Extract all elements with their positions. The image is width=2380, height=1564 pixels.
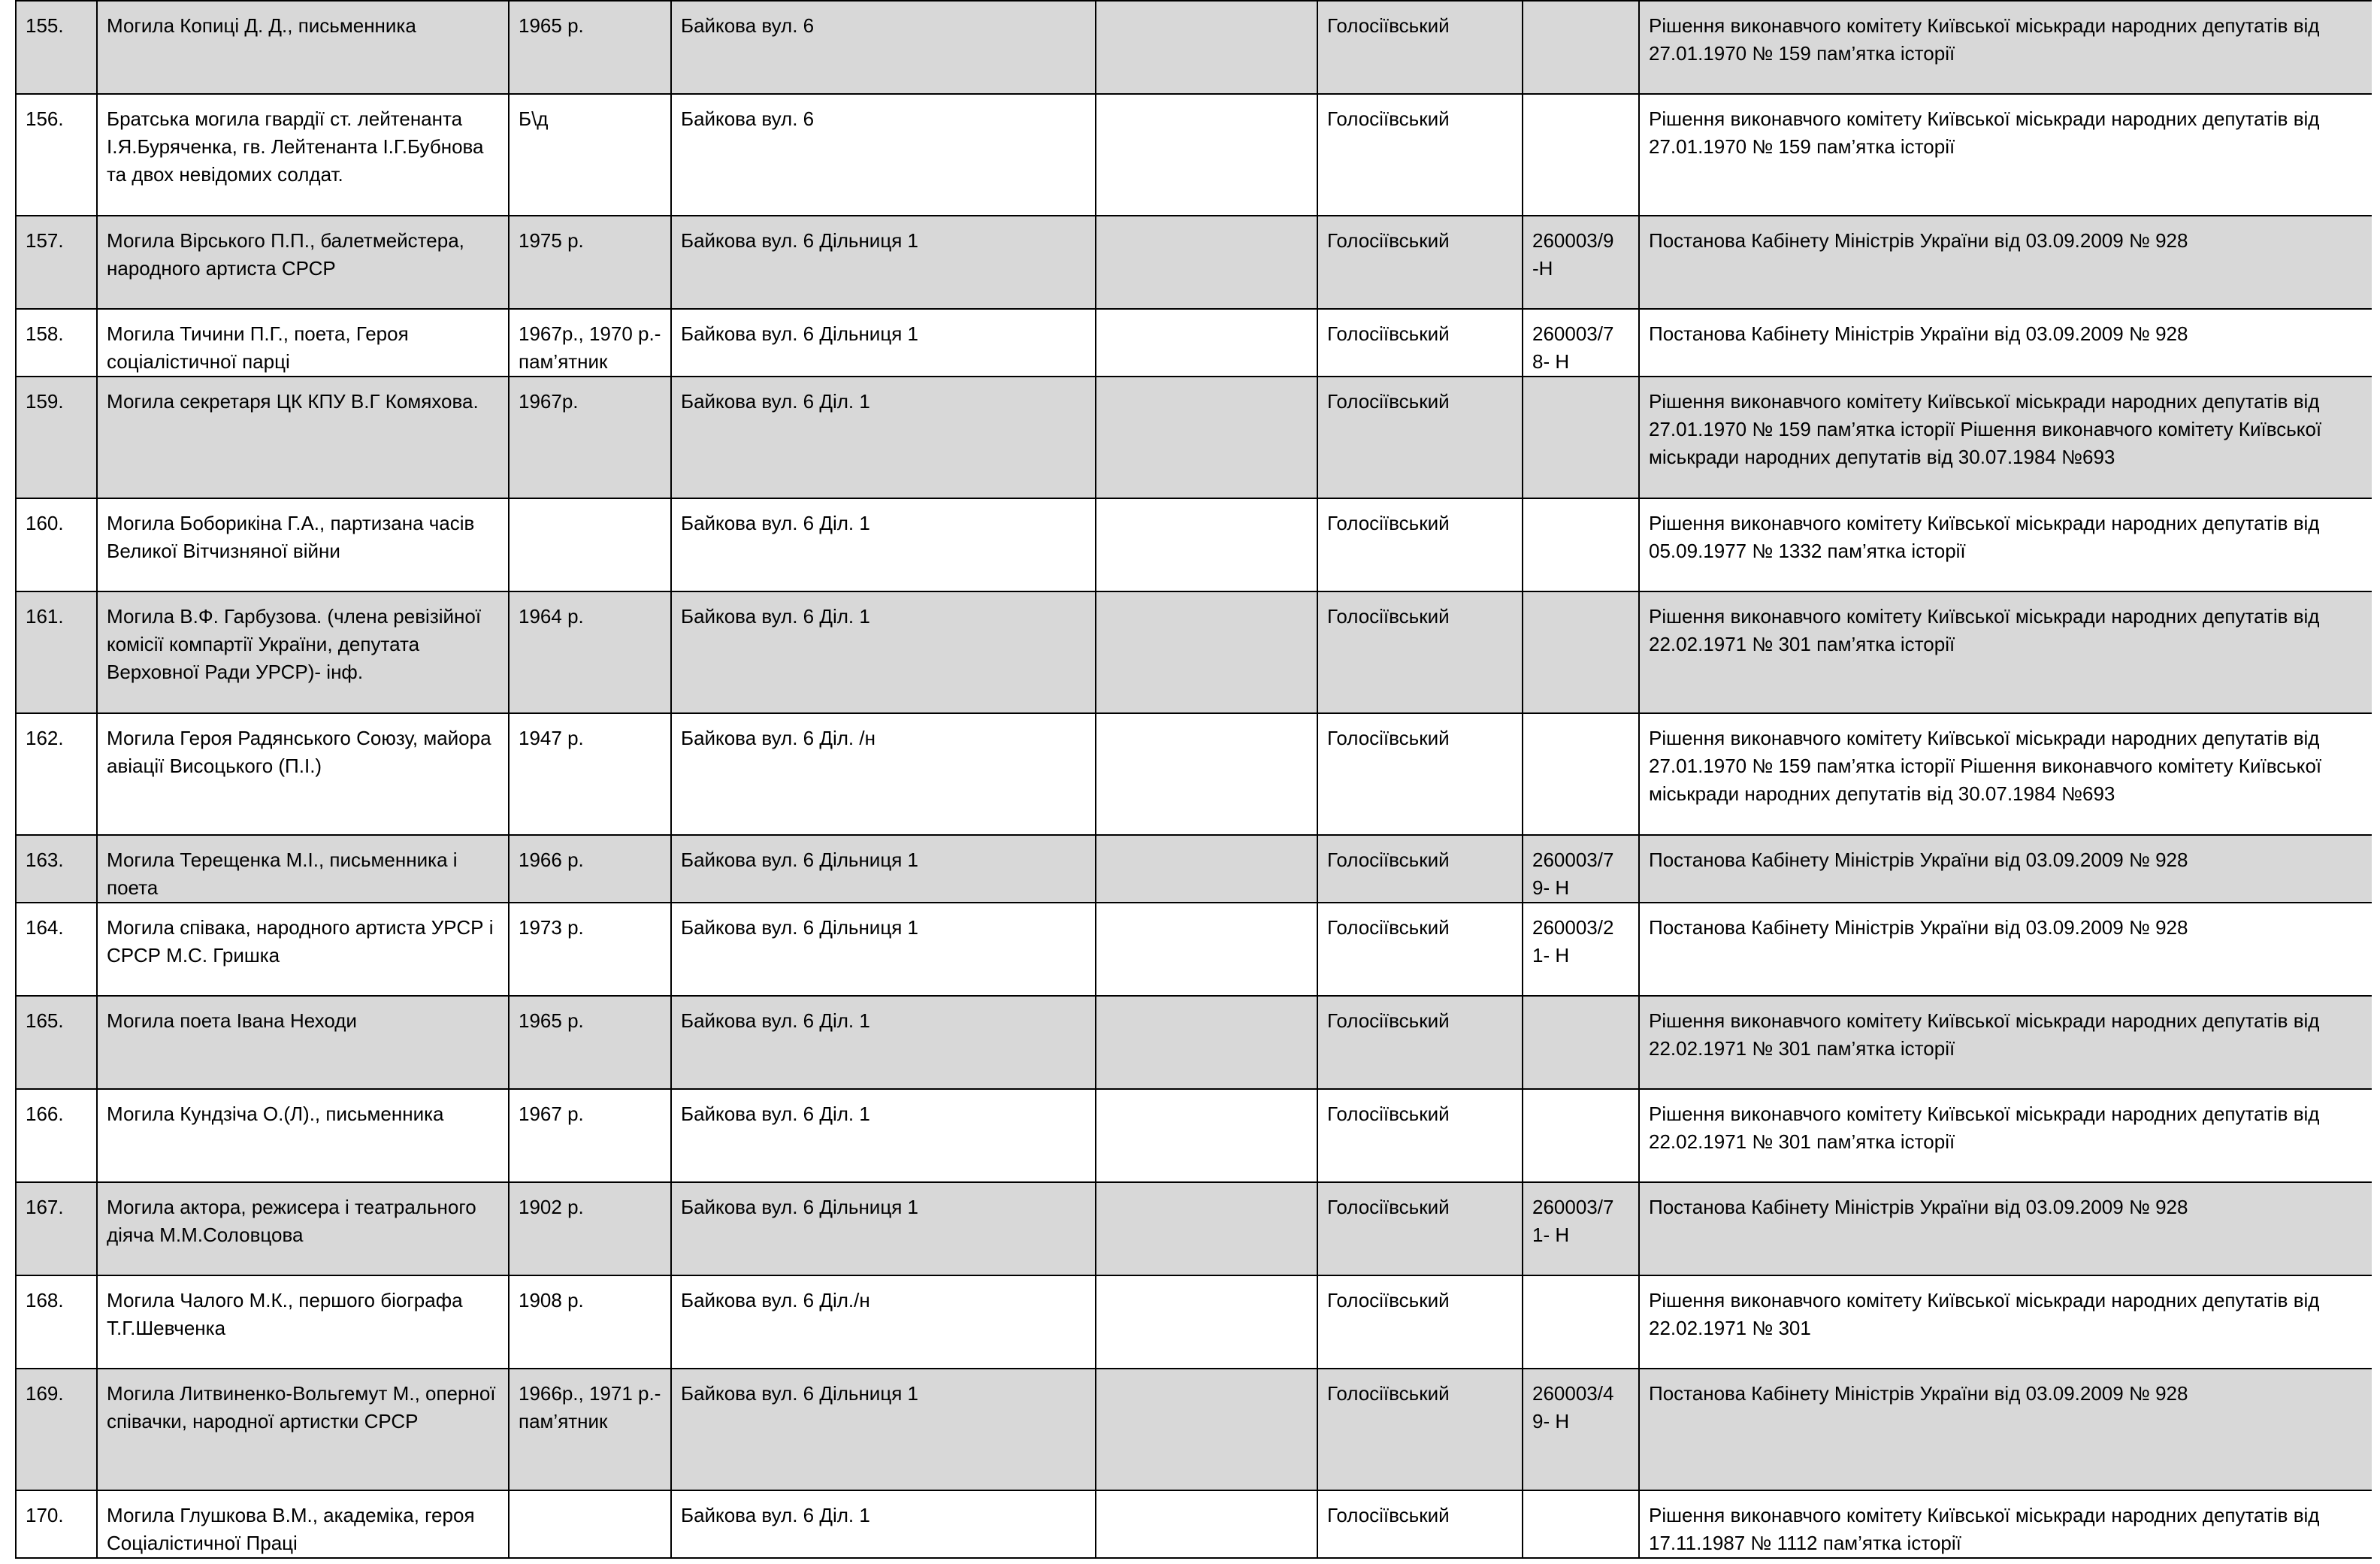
district-name: Голосіївський — [1317, 216, 1523, 309]
monument-date: 1966р., 1971 р.- пам’ятник — [509, 1369, 671, 1490]
table-row — [16, 94, 2372, 216]
row-number: 166. — [16, 1089, 97, 1182]
monument-date: 1967 р. — [509, 1089, 671, 1182]
protection-decree: Рішення виконавчого комітету Київської міськради народних депутатів від 22.02.1971 № 301 пам’ятка історії — [1639, 996, 2372, 1089]
row-number: 169. — [16, 1369, 97, 1490]
table-row — [16, 713, 2372, 835]
row-number: 158. — [16, 309, 97, 377]
monument-address: Байкова вул. 6 Діл. 1 — [671, 498, 1096, 591]
monument-name: Могила Кундзіча О.(Л)., письменника — [97, 1089, 509, 1182]
row-number: 168. — [16, 1275, 97, 1369]
monument-name: Могила Вірського П.П., балетмейстера, народного артиста СРСР — [97, 216, 509, 309]
protection-decree: Рішення виконавчого комітету Київської міськради народних депутатів від 22.02.1971 № 301 — [1639, 1275, 2372, 1369]
monument-name: Могила актора, режисера і театрального діяча М.М.Соловцова — [97, 1182, 509, 1275]
row-number: 165. — [16, 996, 97, 1089]
district-name: Голосіївський — [1317, 309, 1523, 377]
monument-address: Байкова вул. 6 Діл. /н — [671, 713, 1096, 835]
monument-address: Байкова вул. 6 Діл. 1 — [671, 996, 1096, 1089]
monument-date: 1965 р. — [509, 996, 671, 1089]
monument-address: Байкова вул. 6 Дільниця 1 — [671, 1369, 1096, 1490]
empty-column-cell — [1096, 903, 1317, 996]
monument-name: Братська могила гвардії ст. лейтенанта І.Я.Буряченка, гв. Лейтенанта І.Г.Бубнова та двох невідомих солдат. — [97, 94, 509, 216]
empty-column-cell — [1096, 1, 1317, 94]
monument-date: 1975 р. — [509, 216, 671, 309]
monument-name: Могила Терещенка М.І., письменника і поета — [97, 835, 509, 903]
district-name: Голосіївський — [1317, 498, 1523, 591]
row-number: 163. — [16, 835, 97, 903]
monument-date: 1965 р. — [509, 1, 671, 94]
table-row — [16, 1275, 2372, 1369]
table-row — [16, 309, 2372, 377]
empty-column-cell — [1096, 216, 1317, 309]
monument-date: Б\д — [509, 94, 671, 216]
empty-column-cell — [1096, 1182, 1317, 1275]
monument-name: Могила співака, народного артиста УРСР і СРСР М.С. Гришка — [97, 903, 509, 996]
row-number: 156. — [16, 94, 97, 216]
table-row — [16, 377, 2372, 498]
table-row — [16, 835, 2372, 903]
protection-decree: Постанова Кабінету Міністрів України від 03.09.2009 № 928 — [1639, 309, 2372, 377]
empty-column-cell — [1096, 377, 1317, 498]
protection-decree: Рішення виконавчого комітету Київської міськради народних депутатів від 27.01.1970 № 159 пам’ятка історії — [1639, 94, 2372, 216]
monument-name: Могила Чалого М.К., першого біографа Т.Г.Шевченка — [97, 1275, 509, 1369]
table-row — [16, 996, 2372, 1089]
monument-name: Могила Копиці Д. Д., письменника — [97, 1, 509, 94]
row-number: 159. — [16, 377, 97, 498]
table-row — [16, 1182, 2372, 1275]
row-number: 160. — [16, 498, 97, 591]
monument-date: 1902 р. — [509, 1182, 671, 1275]
empty-column-cell — [1096, 94, 1317, 216]
monument-address: Байкова вул. 6 Дільниця 1 — [671, 309, 1096, 377]
monument-date: 1966 р. — [509, 835, 671, 903]
table-row — [16, 1, 2372, 94]
monument-name: Могила поета Івана Неходи — [97, 996, 509, 1089]
district-name: Голосіївський — [1317, 94, 1523, 216]
district-name: Голосіївський — [1317, 1089, 1523, 1182]
protection-number: 260003/7 9- Н — [1523, 835, 1639, 903]
protection-decree: Постанова Кабінету Міністрів України від 03.09.2009 № 928 — [1639, 216, 2372, 309]
monument-date — [509, 498, 671, 591]
protection-number — [1523, 1275, 1639, 1369]
row-number: 155. — [16, 1, 97, 94]
monument-address: Байкова вул. 6 Діл./н — [671, 1275, 1096, 1369]
monument-address: Байкова вул. 6 Дільниця 1 — [671, 835, 1096, 903]
row-number: 161. — [16, 591, 97, 713]
empty-column-cell — [1096, 996, 1317, 1089]
monument-date — [509, 1490, 671, 1558]
table-row — [16, 1089, 2372, 1182]
protection-number — [1523, 1, 1639, 94]
monument-address: Байкова вул. 6 — [671, 94, 1096, 216]
protection-number — [1523, 996, 1639, 1089]
table-row — [16, 498, 2372, 591]
table-row — [16, 1369, 2372, 1490]
table-row — [16, 591, 2372, 713]
monument-address: Байкова вул. 6 Діл. 1 — [671, 591, 1096, 713]
monument-address: Байкова вул. 6 Дільниця 1 — [671, 216, 1096, 309]
protection-number: 260003/7 1- Н — [1523, 1182, 1639, 1275]
monument-name: Могила секретаря ЦК КПУ В.Г Комяхова. — [97, 377, 509, 498]
row-number: 170. — [16, 1490, 97, 1558]
district-name: Голосіївський — [1317, 713, 1523, 835]
monument-name: Могила Глушкова В.М., академіка, героя Соціалістичної Праці — [97, 1490, 509, 1558]
monument-name: Могила Героя Радянського Союзу, майора авіації Висоцького (П.І.) — [97, 713, 509, 835]
empty-column-cell — [1096, 1369, 1317, 1490]
monument-name: Могила В.Ф. Гарбузова. (члена ревізійної комісії компартії України, депутата Верховної Ради УРСР)- інф. — [97, 591, 509, 713]
district-name: Голосіївський — [1317, 1182, 1523, 1275]
protection-number: 260003/4 9- Н — [1523, 1369, 1639, 1490]
row-number: 157. — [16, 216, 97, 309]
monument-address: Байкова вул. 6 Дільниця 1 — [671, 1182, 1096, 1275]
district-name: Голосіївський — [1317, 1275, 1523, 1369]
monument-date: 1908 р. — [509, 1275, 671, 1369]
protection-decree: Рішення виконавчого комітету Київської міськради народних депутатів від 27.01.1970 № 159 пам’ятка історії Рішення виконавчого комітету Київської міськради народних депутатів від 30.07.1984 №693 — [1639, 377, 2372, 498]
protection-decree: Постанова Кабінету Міністрів України від 03.09.2009 № 928 — [1639, 835, 2372, 903]
monument-address: Байкова вул. 6 Дільниця 1 — [671, 903, 1096, 996]
monument-date: 1973 р. — [509, 903, 671, 996]
register-rows — [16, 1, 2372, 1558]
district-name: Голосіївський — [1317, 377, 1523, 498]
empty-column-cell — [1096, 713, 1317, 835]
row-number: 162. — [16, 713, 97, 835]
protection-decree: Рішення виконавчого комітету Київської міськради народних депутатів від 05.09.1977 № 1332 пам’ятка історії — [1639, 498, 2372, 591]
monument-address: Байкова вул. 6 Діл. 1 — [671, 1490, 1096, 1558]
empty-column-cell — [1096, 1490, 1317, 1558]
protection-decree: Постанова Кабінету Міністрів України від 03.09.2009 № 928 — [1639, 1369, 2372, 1490]
table-row — [16, 903, 2372, 996]
protection-number: 260003/7 8- Н — [1523, 309, 1639, 377]
row-number: 167. — [16, 1182, 97, 1275]
empty-column-cell — [1096, 1275, 1317, 1369]
empty-column-cell — [1096, 591, 1317, 713]
protection-decree: Рішення виконавчого комітету Київської міськради народних депутатів від 22.02.1971 № 301 пам’ятка історії — [1639, 1089, 2372, 1182]
protection-decree: Постанова Кабінету Міністрів України від 03.09.2009 № 928 — [1639, 1182, 2372, 1275]
table-row — [16, 1490, 2372, 1558]
empty-column-cell — [1096, 835, 1317, 903]
protection-number: 260003/9 -Н — [1523, 216, 1639, 309]
table-row — [16, 216, 2372, 309]
district-name: Голосіївський — [1317, 903, 1523, 996]
protection-number — [1523, 94, 1639, 216]
monument-register-table — [15, 0, 2372, 1564]
monument-name: Могила Тичини П.Г., поета, Героя соціалістичної парці — [97, 309, 509, 377]
district-name: Голосіївський — [1317, 1, 1523, 94]
monument-name: Могила Боборикіна Г.А., партизана часів Великої Вітчизняної війни — [97, 498, 509, 591]
monument-address: Байкова вул. 6 Діл. 1 — [671, 1089, 1096, 1182]
district-name: Голосіївський — [1317, 1369, 1523, 1490]
protection-decree: Рішення виконавчого комітету Київської міськради народних депутатів від 27.01.1970 № 159 пам’ятка історії — [1639, 1, 2372, 94]
protection-number — [1523, 713, 1639, 835]
protection-number — [1523, 591, 1639, 713]
protection-decree: Постанова Кабінету Міністрів України від 03.09.2009 № 928 — [1639, 903, 2372, 996]
protection-number — [1523, 498, 1639, 591]
protection-decree: Рішення виконавчого комітету Київської міськради народних депутатів від 27.01.1970 № 159 пам’ятка історії Рішення виконавчого комітету Київської міськради народних депутатів від 30.07.1984 №693 — [1639, 713, 2372, 835]
protection-number — [1523, 1089, 1639, 1182]
monument-date: 1967р. — [509, 377, 671, 498]
protection-number — [1523, 377, 1639, 498]
row-number: 164. — [16, 903, 97, 996]
district-name: Голосіївський — [1317, 996, 1523, 1089]
monument-date: 1947 р. — [509, 713, 671, 835]
protection-decree: Рішення виконавчого комітету Київської міськради народних депутатів від 17.11.1987 № 1112 пам’ятка історії — [1639, 1490, 2372, 1558]
district-name: Голосіївський — [1317, 1490, 1523, 1558]
protection-number — [1523, 1490, 1639, 1558]
district-name: Голосіївський — [1317, 835, 1523, 903]
empty-column-cell — [1096, 498, 1317, 591]
monument-date: 1967р., 1970 р.- пам’ятник — [509, 309, 671, 377]
monument-name: Могила Литвиненко-Вольгемут М., оперної співачки, народної артистки СРСР — [97, 1369, 509, 1490]
monument-address: Байкова вул. 6 Діл. 1 — [671, 377, 1096, 498]
district-name: Голосіївський — [1317, 591, 1523, 713]
empty-column-cell — [1096, 309, 1317, 377]
protection-number: 260003/2 1- Н — [1523, 903, 1639, 996]
monument-date: 1964 р. — [509, 591, 671, 713]
empty-column-cell — [1096, 1089, 1317, 1182]
protection-decree: Рішення виконавчого комітету Київської міськради народних депутатів від 22.02.1971 № 301 пам’ятка історії — [1639, 591, 2372, 713]
monument-address: Байкова вул. 6 — [671, 1, 1096, 94]
